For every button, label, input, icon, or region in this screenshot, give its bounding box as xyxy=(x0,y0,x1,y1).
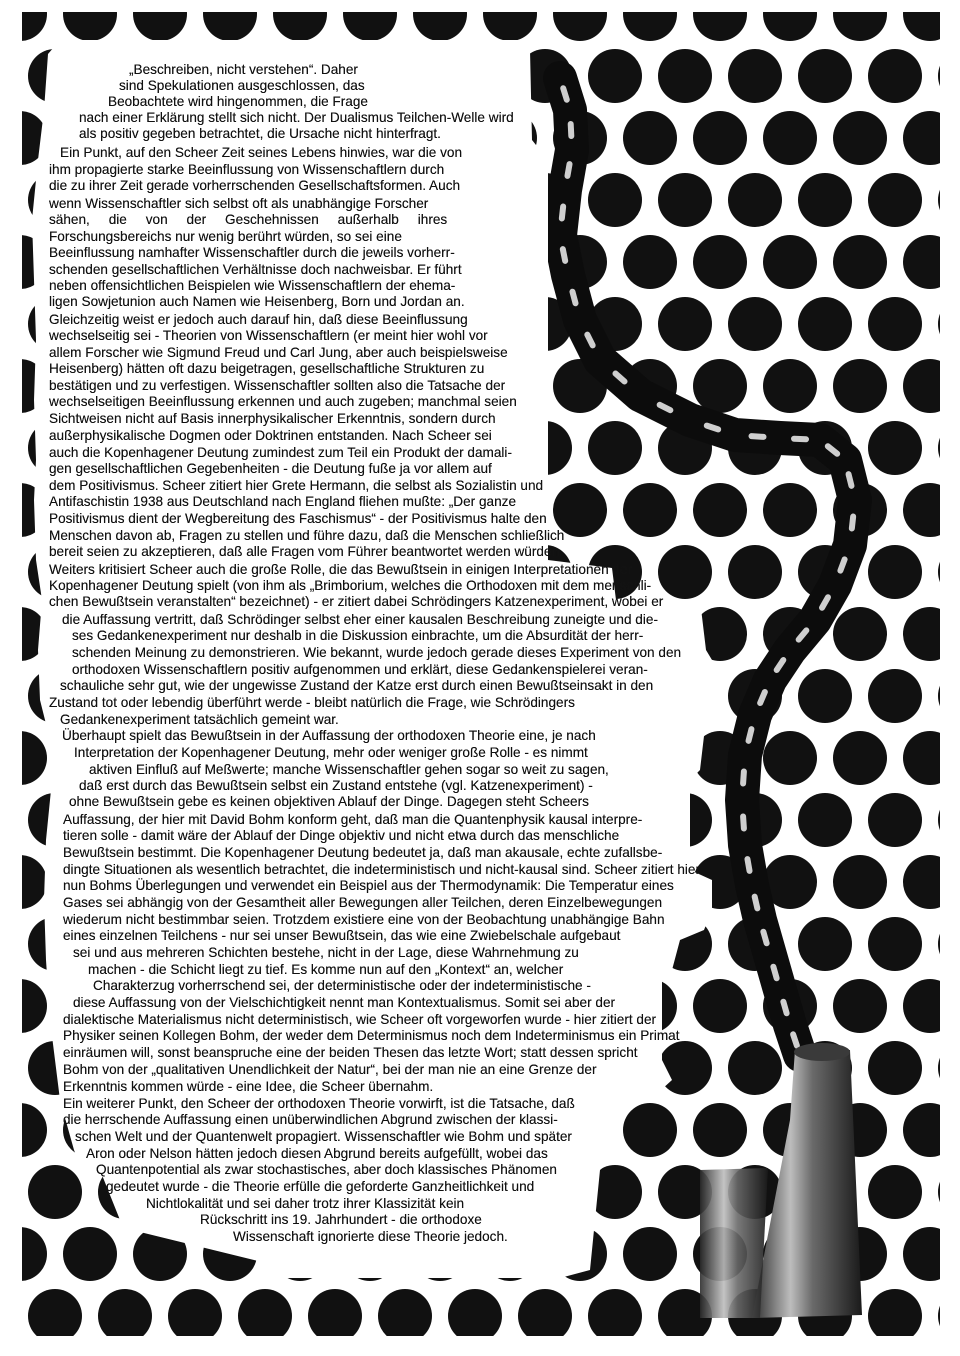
text-line: Ein weiterer Punkt, den Scheer der orthodoxen Theorie vorwirft, ist die Tatsache, daß xyxy=(63,1096,575,1111)
text-line: diese Auffassung von der Vielschichtigkeit nennt man Kontextualismus. Somit sei aber der xyxy=(73,995,616,1010)
text-line: Gedankenexperiment tatsächlich gemeint war. xyxy=(60,712,339,727)
text-line: „Beschreiben, nicht verstehen“. Daher xyxy=(129,62,358,77)
text-line: neben offensichtlichen Beispielen wie Wissenschaftlern der ehema- xyxy=(49,278,456,293)
text-line: Gases sei abhängig von der Gesamtheit aller Bewegungen aller Teilchen, deren Einzelbewegungen xyxy=(63,895,663,910)
text-line: Ein Punkt, auf den Scheer Zeit seines Lebens hinwies, war die von xyxy=(60,145,463,160)
text-line: Beeinflussung namhafter Wissenschaftler durch die jeweils vorherr- xyxy=(49,245,455,260)
text-line: Menschen davon ab, Fragen zu stellen und führe dazu, daß die Menschen schließlich xyxy=(49,528,565,543)
text-line: dem Positivismus. Scheer zitiert hier Grete Hermann, die selbst als Sozialistin und xyxy=(49,478,544,493)
text-line: Erkenntnis kommen würde - eine Idee, die Scheer übernahm. xyxy=(63,1079,434,1094)
text-line: tieren solle - damit wäre der Ablauf der Dinge objektiv und nicht etwa durch das menschliche xyxy=(63,828,620,843)
text-line: chen Bewußtsein veranstalten“ bezeichnet) - er zitiert dabei Schrödingers Katzenexperiment, wobei er xyxy=(49,594,664,609)
text-line: wechselseitigen Beeinflussung erkennen und auch zugeben; manchmal seien xyxy=(49,394,517,409)
text-line: wechselseitig sei - Theorien von Wissenschaftlern (er meint hier wohl vor xyxy=(49,328,488,343)
text-line: dialektische Materialismus nicht deterministisch, wie Scheer oft vorgeworfen wurde - hier zitiert der xyxy=(63,1012,657,1027)
text-line: wiederum nicht bestimmbar seien. Trotzdem existiere eine von der Beobachtung unabhängige Bahn xyxy=(63,912,665,927)
text-line: Bewußtsein bestimmt. Die Kopenhagener Deutung bedeutet ja, daß man akausale, echte zufallsbe- xyxy=(63,845,663,860)
text-line: Nichtlokalität und sei daher trotz ihrer Klassizität kein xyxy=(146,1196,465,1211)
text-line: Heisenberg) hätten oft dazu beigetragen, gesellschaftliche Strukturen zu xyxy=(49,361,485,376)
text-line: schen Welt und der Quantenwelt propagiert. Wissenschaftler wie Bohm und später xyxy=(75,1129,572,1144)
text-line: daß erst durch das Bewußtsein selbst ein Zustand entstehe (vgl. Katzenexperiment) - xyxy=(79,778,593,793)
text-line: gedeutet wurde - die Theorie erfülle die geforderte Ganzheitlichkeit und xyxy=(106,1179,535,1194)
text-line: eines einzelnen Teilchens - nur sei unser Bewußtsein, das wie eine Zwiebelschale aufgebaut xyxy=(63,928,621,943)
text-line: Charakterzug vorherrschend sei, der deterministische oder der indeterministische - xyxy=(93,978,591,993)
text-line: Physiker seinen Kollegen Bohm, der weder dem Determinismus noch dem Indeterminismus ein Primat xyxy=(63,1028,680,1043)
text-line: ohne Bewußtsein gebe es keinen objektiven Ablauf der Dinge. Dagegen steht Scheers xyxy=(69,794,589,809)
text-line: Positivismus dient der Wegbereitung des Faschismus“ - der Positivismus halte den xyxy=(49,511,547,526)
text-line: Wissenschaft ignorierte diese Theorie jedoch. xyxy=(233,1229,508,1244)
text-line: nach einer Erklärung stellt sich nicht. Der Dualismus Teilchen-Welle wird xyxy=(79,110,514,125)
text-line: die Auffassung vertritt, daß Schrödinger selbst eher einer kausalen Beschreibung zuneigte und die- xyxy=(62,612,658,627)
text-line: Quantenpotential als zwar stochastisches, aber doch klassisches Phänomen xyxy=(96,1162,557,1177)
text-line: schenden Meinung zu demonstrieren. Wie bekannt, wurde jedoch gerade dieses Experiment von den xyxy=(72,645,682,660)
text-line: Beobachtete wird hingenommen, die Frage xyxy=(108,94,368,109)
text-line: Rückschritt ins 19. Jahrhundert - die orthodoxe xyxy=(200,1212,482,1227)
text-line: dingte Situationen als wesentlich betrachtet, die indeterministisch und nicht-kausal sind. Scheer zitiert hier xyxy=(63,862,700,877)
text-line: Auffassung, der hier mit David Bohm konform geht, daß man die Quantenphysik kausal interpre- xyxy=(63,812,643,827)
text-line: Antifaschistin 1938 aus Deutschland nach England fliehen mußte: „Der ganze xyxy=(49,494,516,509)
text-line: Kopenhagener Deutung spielt (von ihm als „Brimborium, welches die Orthodoxen mit dem menschli- xyxy=(49,578,652,593)
text-line: Aron oder Nelson hätten jedoch diesen Abgrund bereits aufgefüllt, wobei das xyxy=(86,1146,548,1161)
text-line: machen - die Schicht liegt zu tief. Es komme nun auf den „Kontext“ an, welcher xyxy=(88,962,564,977)
text-line: sähen, die von der Geschehnissen außerhalb ihres xyxy=(49,212,448,227)
text-line: Sichtweisen nicht auf Basis innerphysikalischer Erkenntnis, sondern durch xyxy=(49,411,496,426)
text-line: schauliche sehr gut, wie der ungewisse Zustand der Katze erst durch einen Bewußtseinsakt in den xyxy=(60,678,654,693)
text-line: als positiv gegeben betrachtet, die Ursache nicht hinterfragt. xyxy=(79,126,441,141)
text-line: die zu ihrer Zeit gerade vorherrschenden Gesellschaftsformen. Auch xyxy=(49,178,461,193)
text-line: Gleichzeitig weist er jedoch auch darauf hin, daß diese Beeinflussung xyxy=(49,312,468,327)
text-line: einräumen will, sonst beanspruche eine der beiden Thesen das letzte Wort; statt dessen spricht xyxy=(63,1045,638,1060)
text-line: Überhaupt spielt das Bewußtsein in der Auffassung der orthodoxen Theorie eine, je nach xyxy=(62,728,596,743)
text-line: ihm propagierte starke Beeinflussung von Wissenschaftlern durch xyxy=(49,162,445,177)
text-line: nun Bohms Überlegungen und verwendet ein Beispiel aus der Thermodynamik: Die Temperatur eines xyxy=(63,878,674,893)
text-line: auch die Kopenhagener Deutung zumindest zum Teil ein Produkt der damali- xyxy=(49,445,512,460)
text-line: Weiters kritisiert Scheer auch die große Rolle, die das Bewußtsein in einigen Interpretationen der xyxy=(49,562,633,577)
text-line: Forschungsbereichs nur wenig berührt würden, so sei eine xyxy=(49,229,402,244)
text-line: ses Gedankenexperiment nur deshalb in die Diskussion einbrachte, um die Absurdität der herr- xyxy=(72,628,644,643)
text-line: sei und aus mehreren Schichten bestehe, nicht in der Lage, diese Wahrnehmung zu xyxy=(73,945,579,960)
text-line: bereit seien zu akzeptieren, daß alle Fragen vom Führer beantwortet werden würden. xyxy=(49,544,563,559)
text-line: Zustand tot oder lebendig überführt werde - bleibt natürlich die Frage, wie Schrödingers xyxy=(49,695,575,710)
text-line: schenden gesellschaftlichen Verhältnisse doch nachweisbar. Er führt xyxy=(49,262,462,277)
text-line: wenn Wissenschaftler sich selbst oft als unabhängige Forscher xyxy=(49,196,429,211)
text-line: bestätigen und zu verfestigen. Wissenschaftler sollten also die Tatsache der xyxy=(49,378,506,393)
text-line: gen gesellschaftlichen Gegebenheiten - die Deutung fuße ja vor allem auf xyxy=(49,461,492,476)
text-line: orthodoxen Wissenschaftlern positiv aufgenommen und erklärt, diese Gedankenspielerei veran- xyxy=(72,662,648,677)
text-line: außerphysikalische Dogmen oder Doktrinen entstanden. Nach Scheer sei xyxy=(49,428,492,443)
text-line: aktiven Einfluß auf Meßwerte; manche Wissenschaftler gehen sogar so weit zu sagen, xyxy=(89,762,609,777)
text-line: sind Spekulationen ausgeschlossen, das xyxy=(119,78,365,93)
text-line: Interpretation der Kopenhagener Deutung, mehr oder weniger große Rolle - es nimmt xyxy=(74,745,588,760)
text-line: Bohm von der „qualitativen Unendlichkeit der Natur“, bei der man nie an eine Grenze der xyxy=(63,1062,597,1077)
text-line: allem Forscher wie Sigmund Freud und Carl Jung, aber auch beispielsweise xyxy=(49,345,508,360)
text-line: die herrschende Auffassung einen unüberwindlichen Abgrund zwischen der klassi- xyxy=(63,1112,558,1127)
text-line: ligen Sowjetunion auch Namen wie Heisenberg, Born und Jordan an. xyxy=(49,294,465,309)
